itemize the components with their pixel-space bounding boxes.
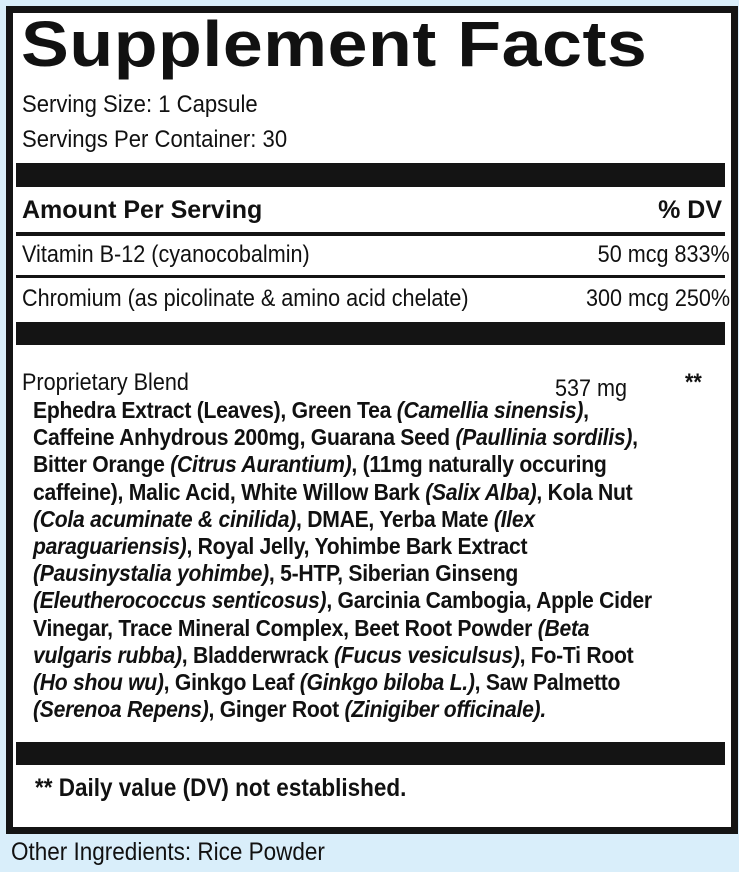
ingredient-line (33, 506, 704, 533)
ingredient-text: , Fo-Ti Root (519, 641, 634, 668)
divider (16, 232, 725, 236)
other-ingredients: Other Ingredients: Rice Powder (11, 838, 325, 866)
ingredient-latin-name: (Camellia sinensis) (396, 397, 584, 423)
ingredient-text: caffeine), Malic Acid, White Willow Bark (33, 478, 426, 505)
supplement-facts-panel (6, 6, 738, 834)
ingredient-line (33, 696, 704, 723)
thick-divider (16, 163, 725, 187)
ingredient-text: , (583, 397, 589, 423)
ingredient-latin-name: (Eleutherococcus senticosus) (33, 587, 327, 614)
ingredient-latin-name: (Pausinystalia yohimbe) (33, 560, 269, 587)
divider (16, 275, 725, 278)
ingredient-latin-name: (Cola acuminate & cinilida) (33, 505, 297, 532)
ingredient-line (33, 424, 704, 451)
blend-dv-marker: ** (685, 369, 702, 396)
ingredient-text: , (11mg naturally occuring (351, 451, 607, 478)
ingredient-latin-name: paraguariensis) (33, 533, 187, 560)
ingredient-latin-name: vulgaris rubba) (33, 641, 182, 668)
ingredient-text: Vinegar, Trace Mineral Complex, Beet Root Powder (33, 614, 538, 641)
ingredient-text: , Bladderwrack (181, 641, 335, 668)
ingredient-line (33, 642, 704, 669)
ingredient-latin-name: (Ginkgo biloba L.) (299, 669, 475, 696)
ingredient-text: Bitter Orange (33, 451, 171, 478)
ingredient-latin-name: (Citrus Aurantium) (170, 451, 352, 478)
ingredient-text: , Kola Nut (536, 478, 633, 505)
ingredient-line (33, 479, 704, 506)
ingredient-text: , Ginger Root (208, 696, 345, 723)
ingredient-line (33, 669, 704, 696)
ingredient-text: Ephedra Extract (Leaves), Green Tea (33, 397, 397, 423)
ingredient-latin-name: (Beta (537, 614, 590, 641)
thick-divider (16, 742, 725, 765)
servings-per-container: Servings Per Container: 30 (22, 126, 288, 153)
blend-amount: 537 mg (555, 375, 628, 402)
ingredient-line (33, 533, 704, 560)
ingredient-latin-name: (Ho shou wu) (33, 669, 164, 696)
nutrient-name: Chromium (as picolinate & amino acid chelate) (22, 285, 469, 312)
ingredient-text: , DMAE, Yerba Mate (296, 505, 494, 532)
blend-ingredients (33, 397, 704, 723)
ingredient-text: , Royal Jelly, Yohimbe Bark Extract (186, 533, 528, 560)
nutrient-amount: 300 mcg 250% (585, 285, 730, 312)
dv-footnote: ** Daily value (DV) not established. (35, 774, 407, 802)
dv-header: % DV (658, 196, 722, 224)
ingredient-latin-name: (Fucus vesiculsus) (334, 641, 520, 668)
ingredient-latin-name: (Paullinia sordilis) (455, 424, 633, 451)
ingredient-text: , (632, 424, 638, 451)
panel-title: Supplement Facts (21, 8, 648, 80)
thick-divider (16, 322, 725, 345)
ingredient-line (33, 397, 704, 424)
ingredient-latin-name: (Serenoa Repens) (33, 696, 209, 723)
serving-size: Serving Size: 1 Capsule (22, 91, 258, 118)
ingredient-text: Caffeine Anhydrous 200mg, Guarana Seed (33, 424, 456, 451)
ingredient-latin-name: (Zinigiber officinale). (344, 696, 546, 723)
ingredient-latin-name: (Salix Alba) (425, 478, 537, 505)
blend-name: Proprietary Blend (22, 369, 189, 396)
ingredient-line (33, 451, 704, 478)
ingredient-text: , Garcinia Cambogia, Apple Cider (326, 587, 652, 614)
ingredient-line (33, 615, 704, 642)
nutrient-name: Vitamin B-12 (cyanocobalmin) (22, 241, 310, 268)
ingredient-text: , 5-HTP, Siberian Ginseng (268, 560, 518, 587)
ingredient-text: , Ginkgo Leaf (163, 669, 300, 696)
ingredient-text: , Saw Palmetto (474, 669, 621, 696)
amount-per-serving-header: Amount Per Serving (22, 196, 263, 224)
nutrient-amount: 50 mcg 833% (597, 241, 730, 268)
ingredient-line (33, 560, 704, 587)
ingredient-line (33, 587, 704, 614)
ingredient-latin-name: (Ilex (493, 505, 535, 532)
